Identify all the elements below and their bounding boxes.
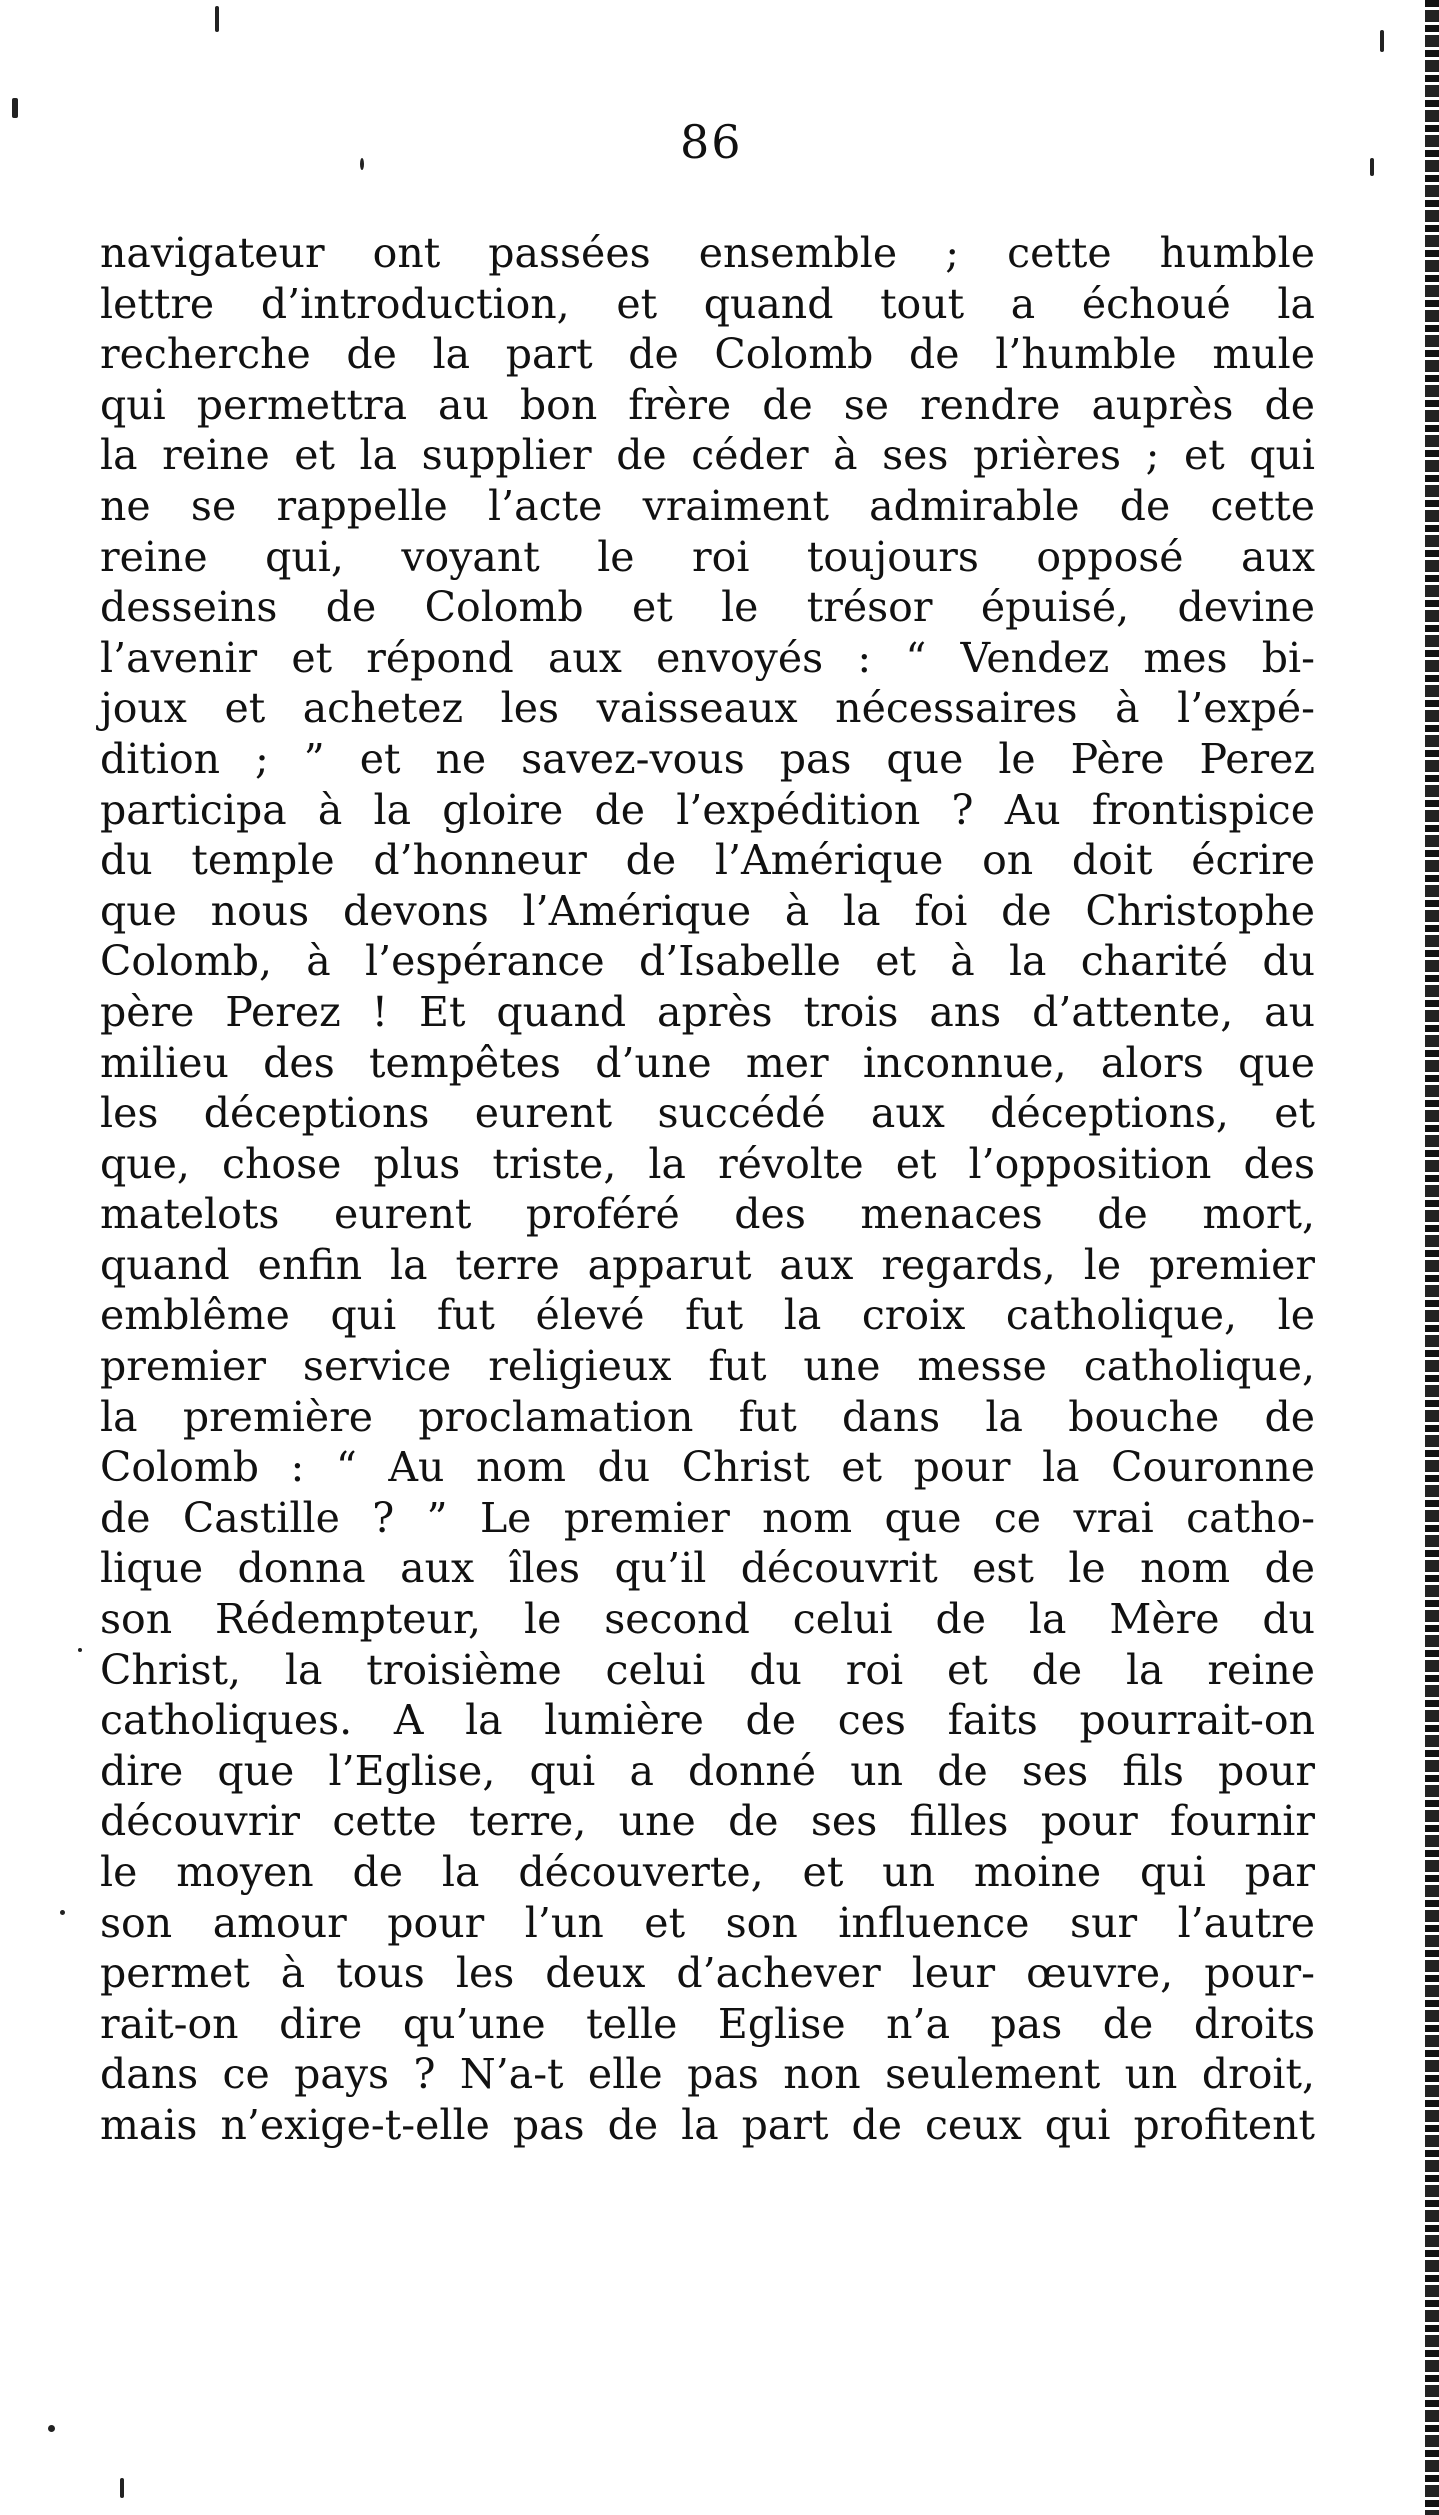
text-line: découvrir cette terre, une de ses filles pour fournir xyxy=(100,1797,1315,1846)
text-line: la première proclamation fut dans la bouche de xyxy=(100,1392,1315,1441)
text-line: participa à la gloire de l’expédition ? Au frontispice xyxy=(100,785,1315,834)
text-line: matelots eurent proféré des menaces de mort, xyxy=(100,1190,1315,1239)
text-line: milieu des tempêtes d’une mer inconnue, alors que xyxy=(100,1038,1315,1087)
text-line: permet à tous les deux d’achever leur œuvre, pour- xyxy=(100,1949,1315,1998)
scan-speck xyxy=(215,6,219,32)
text-line: le moyen de la découverte, et un moine qui par xyxy=(100,1848,1315,1896)
text-line: Colomb : “ Au nom du Christ et pour la Couronne xyxy=(100,1443,1315,1492)
text-line: navigateur ont passées ensemble ; cette humble xyxy=(100,229,1315,277)
text-line: du temple d’honneur de l’Amérique on doit écrire xyxy=(100,836,1315,885)
text-line: père Perez ! Et quand après trois ans d’attente, au xyxy=(100,987,1315,1036)
text-line: premier service religieux fut une messe catholique, xyxy=(100,1342,1315,1391)
scan-speck xyxy=(120,2478,124,2498)
scan-speck xyxy=(1380,30,1384,52)
text-line: emblême qui fut élevé fut la croix catholique, le xyxy=(100,1291,1315,1340)
text-line: de Castille ? ” Le premier nom que ce vrai catho- xyxy=(100,1493,1315,1542)
text-line: joux et achetez les vaisseaux nécessaires à l’expé- xyxy=(100,684,1315,733)
scan-speck xyxy=(48,2425,55,2432)
body-text xyxy=(100,228,1315,2151)
text-line: Colomb, à l’espérance d’Isabelle et à la charité du xyxy=(100,937,1315,986)
text-line: lettre d’introduction, et quand tout a échoué la xyxy=(100,279,1315,328)
text-line: reine qui, voyant le roi toujours opposé aux xyxy=(100,532,1315,581)
text-line: dition ; ” et ne savez-vous pas que le Père Perez xyxy=(100,734,1315,783)
scan-speck xyxy=(60,1910,65,1915)
text-line: mais n’exige-t-elle pas de la part de ceux qui profitent xyxy=(100,2100,1315,2149)
page-number: 86 xyxy=(680,115,743,169)
text-line: desseins de Colomb et le trésor épuisé, devine xyxy=(100,583,1315,632)
scan-speck xyxy=(12,98,18,118)
text-line: l’avenir et répond aux envoyés : “ Vendez mes bi- xyxy=(100,633,1315,682)
text-line: recherche de la part de Colomb de l’humble mule xyxy=(100,330,1315,379)
text-line: Christ, la troisième celui du roi et de la reine xyxy=(100,1645,1315,1694)
scan-speck xyxy=(360,158,364,170)
scan-speck xyxy=(78,1648,82,1652)
text-line: qui permettra au bon frère de se rendre auprès de xyxy=(100,380,1315,429)
page-edge-shadow xyxy=(1425,0,1439,2515)
text-line: rait-on dire qu’une telle Eglise n’a pas de droits xyxy=(100,1999,1315,2048)
text-line: ne se rappelle l’acte vraiment admirable de cette xyxy=(100,481,1315,530)
scan-speck xyxy=(1370,158,1374,176)
text-line: la reine et la supplier de céder à ses prières ; et qui xyxy=(100,431,1315,480)
text-line: que nous devons l’Amérique à la foi de Christophe xyxy=(100,886,1315,935)
text-line: dire que l’Eglise, qui a donné un de ses fils pour xyxy=(100,1746,1315,1795)
text-line: catholiques. A la lumière de ces faits pourrait-on xyxy=(100,1696,1315,1745)
text-line: quand enfin la terre apparut aux regards, le premier xyxy=(100,1240,1315,1289)
text-line: dans ce pays ? N’a-t elle pas non seulement un droit, xyxy=(100,2050,1315,2099)
text-line: son Rédempteur, le second celui de la Mère du xyxy=(100,1595,1315,1644)
text-line: lique donna aux îles qu’il découvrit est le nom de xyxy=(100,1544,1315,1593)
text-line: son amour pour l’un et son influence sur l’autre xyxy=(100,1898,1315,1947)
text-line: les déceptions eurent succédé aux déceptions, et xyxy=(100,1089,1315,1138)
text-line: que, chose plus triste, la révolte et l’opposition des xyxy=(100,1139,1315,1188)
